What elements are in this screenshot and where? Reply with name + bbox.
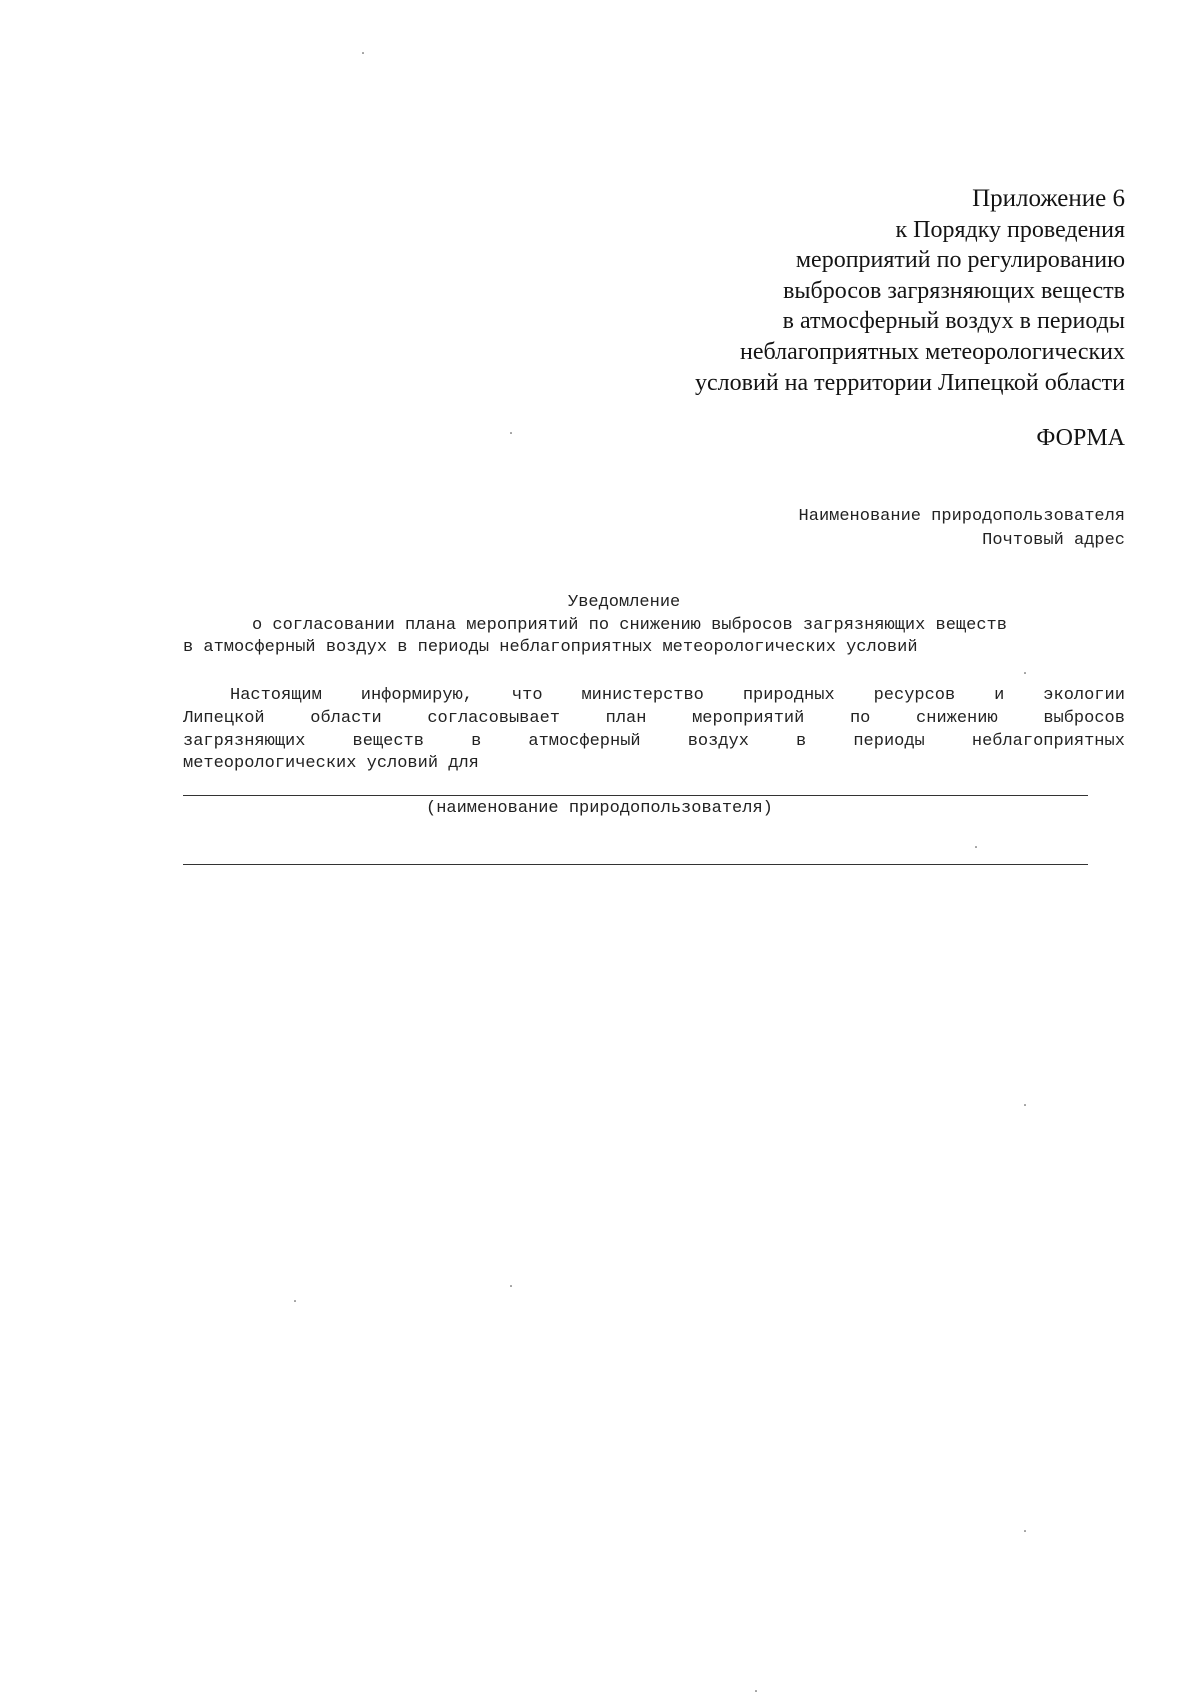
appendix-line: выбросов загрязняющих веществ	[783, 277, 1125, 304]
body-word: снижению	[916, 709, 998, 728]
body-word: министерство	[581, 686, 704, 705]
body-paragraph-line	[230, 686, 1125, 705]
body-paragraph-line	[183, 709, 1125, 728]
body-word: Липецкой	[183, 709, 265, 728]
body-word: мероприятий	[692, 709, 805, 728]
body-paragraph-line	[183, 754, 1125, 773]
notice-subtitle-line: в атмосферный воздух в периоды неблагоприятных метеорологических условий	[183, 638, 918, 657]
body-word: план	[605, 709, 647, 728]
body-word: по	[849, 709, 871, 728]
body-text: метеорологических условий для	[183, 754, 479, 773]
appendix-line: к Порядку проведения	[895, 216, 1125, 243]
scan-speck	[1024, 1530, 1026, 1532]
body-word: веществ	[352, 732, 424, 751]
body-word: и	[994, 686, 1005, 705]
appendix-line: в атмосферный воздух в периоды	[782, 308, 1125, 335]
appendix-header	[605, 184, 1125, 398]
body-word: информирую,	[360, 686, 473, 705]
body-word: в	[796, 732, 807, 751]
body-word: экологии	[1043, 686, 1125, 705]
appendix-line: условий на территории Липецкой области	[695, 369, 1125, 396]
body-word: согласовывает	[427, 709, 560, 728]
body-word: что	[511, 686, 543, 705]
user-block	[799, 505, 1125, 553]
body-word: области	[310, 709, 382, 728]
scan-speck	[1024, 672, 1026, 674]
appendix-line: неблагоприятных метеорологических	[740, 338, 1125, 365]
scan-speck	[510, 1285, 512, 1287]
user-address-label: Почтовый адрес	[982, 531, 1125, 550]
body-word: периоды	[853, 732, 925, 751]
body-word: в	[471, 732, 482, 751]
body-word: воздух	[687, 732, 749, 751]
user-name-label: Наименование природопользователя	[798, 507, 1125, 526]
body-word: атмосферный	[528, 732, 641, 751]
appendix-line: Приложение 6	[972, 185, 1125, 212]
fill-in-caption: (наименование природопользователя)	[426, 799, 773, 818]
form-label: ФОРМА	[1036, 425, 1125, 451]
body-word: природных	[742, 686, 835, 705]
body-word: Настоящим	[230, 686, 322, 705]
fill-in-line	[183, 795, 1088, 796]
scan-speck	[510, 432, 512, 434]
body-paragraph-line	[183, 732, 1125, 751]
scan-speck	[294, 1300, 296, 1302]
notice-title: Уведомление	[568, 593, 681, 612]
notice-subtitle-line: о согласовании плана мероприятий по снижению выбросов загрязняющих веществ	[252, 616, 1007, 635]
scan-speck	[362, 52, 364, 54]
body-word: выбросов	[1043, 709, 1125, 728]
body-word: неблагоприятных	[971, 732, 1125, 751]
fill-in-line	[183, 864, 1088, 865]
appendix-line: мероприятий по регулированию	[795, 247, 1125, 274]
scan-speck	[975, 846, 977, 848]
scan-speck	[1024, 1104, 1026, 1106]
scan-speck	[755, 1690, 757, 1692]
body-word: загрязняющих	[183, 732, 306, 751]
body-word: ресурсов	[873, 686, 956, 705]
